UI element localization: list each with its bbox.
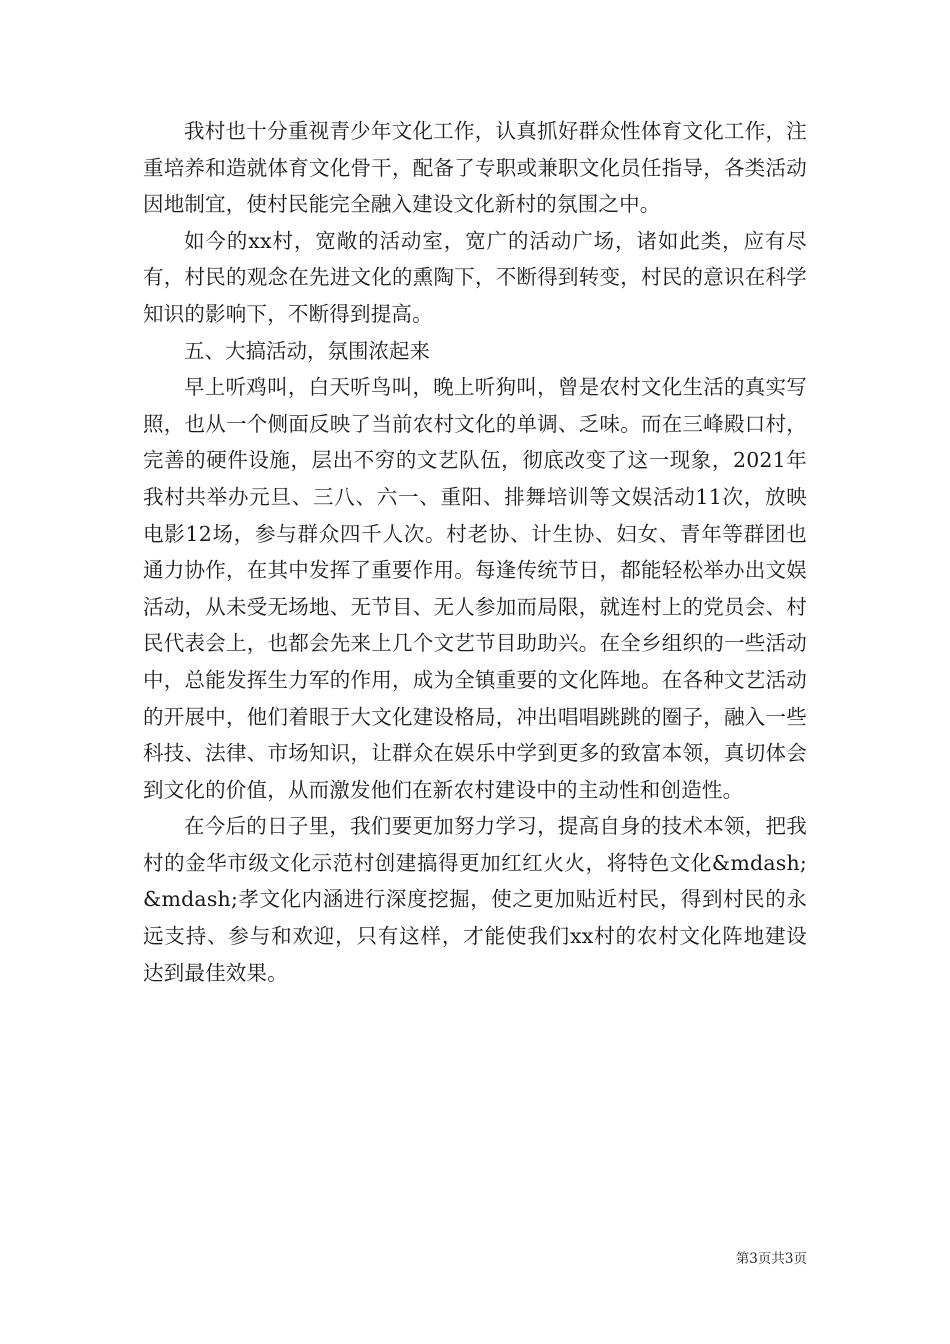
paragraph-future: 在今后的日子里，我们要更加努力学习，提高自身的技术本领，把我村的金华市级文化示范村创建搞得更加红红火火，将特色文化&mdash;&mdash;孝文化内涵进行深度挖掘，使之更加贴近村民，得到村民的永远支持、参与和欢迎，只有这样，才能使我们xx村的农村文化阵地建设达到最佳效果。: [143, 814, 807, 985]
document-body: [143, 113, 807, 991]
page-number: 第3页共3页: [735, 1251, 807, 1267]
paragraph-village-today: 如今的xx村，宽敞的活动室，宽广的活动广场，诸如此类，应有尽有，村民的观念在先进文化的熏陶下，不断得到转变，村民的意识在科学知识的影响下，不断得到提高。: [143, 228, 807, 326]
section-heading-activities: 五、大搞活动，氛围浓起来: [184, 338, 430, 363]
paragraph-youth-culture: 我村也十分重视青少年文化工作，认真抓好群众性体育文化工作，注重培养和造就体育文化骨干，配备了专职或兼职文化员任指导，各类活动因地制宜，使村民能完全融入建设文化新村的氛围之中。: [143, 119, 807, 217]
paragraph-activities: 早上听鸡叫，白天听鸟叫，晚上听狗叫，曾是农村文化生活的真实写照，也从一个侧面反映了当前农村文化的单调、乏味。而在三峰殿口村，完善的硬件设施，层出不穷的文艺队伍，彻底改变了这一现象，2021年我村共举办元旦、三八、六一、重阳、排舞培训等文娱活动11次，放映电影12场，参与群众四千人次。村老协、计生协、妇女、青年等群团也通力协作，在其中发挥了重要作用。每逢传统节日，都能轻松举办出文娱活动，从未受无场地、无节目、无人参加而局限，就连村上的党员会、村民代表会上，也都会先来上几个文艺节目助助兴。在全乡组织的一些活动中，总能发挥生力军的作用，成为全镇重要的文化阵地。在各种文艺活动的开展中，他们着眼于大文化建设格局，冲出唱唱跳跳的圈子，融入一些科技、法律、市场知识，让群众在娱乐中学到更多的致富本领，真切体会到文化的价值，从而激发他们在新农村建设中的主动性和创造性。: [143, 375, 807, 802]
